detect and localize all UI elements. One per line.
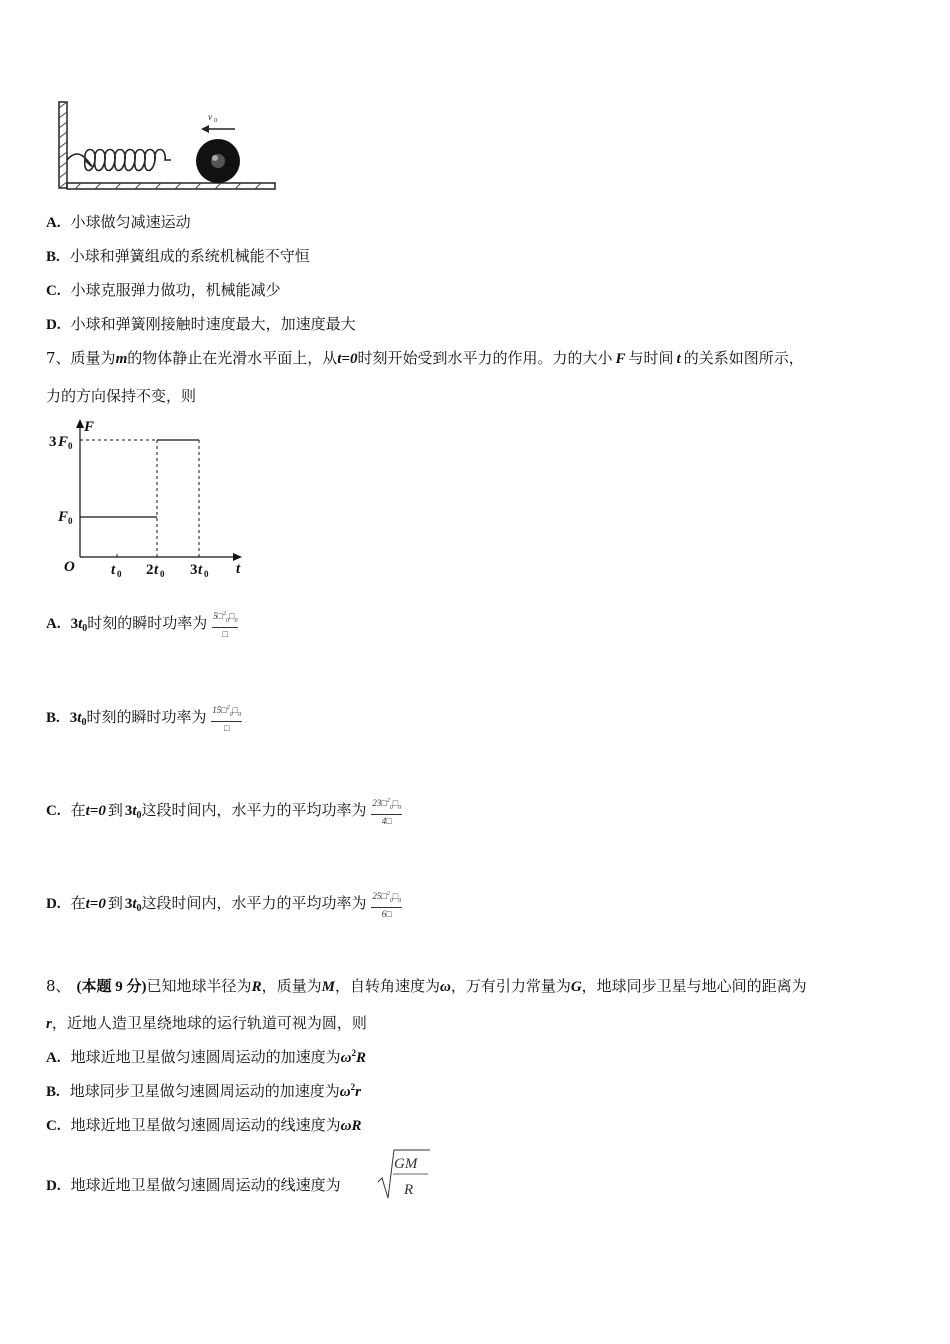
q8-option-a[interactable]: A. 地球近地卫星做匀速圆周运动的加速度为$\omega^2R$ bbox=[46, 1048, 366, 1066]
svg-text:3: 3 bbox=[190, 562, 198, 578]
y-tick-3F0 bbox=[49, 434, 73, 451]
spring-ball-figure bbox=[55, 98, 280, 196]
spring bbox=[67, 150, 171, 171]
q8-option-d[interactable]: D. 地球近地卫星做匀速圆周运动的线速度为 bbox=[46, 1176, 341, 1194]
svg-text:F: F bbox=[58, 434, 69, 450]
q7-option-c[interactable]: C. 在t=0 到 $3t_0$这段时间内，水平力的平均功率为 $\frac{23□^2_0□_0}{4□}$ bbox=[46, 795, 402, 827]
q8-option-b[interactable]: B. 地球同步卫星做匀速圆周运动的加速度为$\omega^2r$ bbox=[46, 1082, 361, 1100]
svg-text:2: 2 bbox=[146, 562, 154, 578]
power-fraction: $\frac{15□^2_0□_0}{□}$ bbox=[211, 702, 242, 734]
x-tick-t0 bbox=[111, 562, 122, 579]
q7-option-d[interactable]: D. 在t=0 到 $3t_0$这段时间内，水平力的平均功率为 $\frac{25□^2_0□_0}{6□}$ bbox=[46, 888, 402, 920]
q7-option-a[interactable]: A. $3t_0$时刻的瞬时功率为 $\frac{5□^2_0□_0}{□}$ bbox=[46, 608, 238, 640]
power-fraction: $\frac{23□^2_0□_0}{4□}$ bbox=[371, 795, 402, 827]
svg-text:t: t bbox=[111, 562, 116, 578]
svg-text:0: 0 bbox=[214, 118, 217, 124]
svg-text:GM: GM bbox=[394, 1156, 418, 1172]
q7-stem-line1: 7、质量为m的物体静止在光滑水平面上，从t=0时刻开始受到水平力的作用。力的大小 F 与时间 t 的关系如图所示， bbox=[46, 349, 804, 367]
x-axis-label: t bbox=[236, 561, 241, 577]
q7-stem-line2: 力的方向保持不变，则 bbox=[46, 387, 197, 405]
q6-option-a[interactable]: A. 小球做匀减速运动 bbox=[46, 213, 191, 231]
q6-option-c[interactable]: C. 小球克服弹力做功，机械能减少 bbox=[46, 281, 281, 299]
svg-text:0: 0 bbox=[204, 569, 209, 579]
q8-stem-line2: r，近地人造卫星绕地球的运行轨道可视为圆，则 bbox=[46, 1014, 367, 1032]
svg-text:R: R bbox=[404, 1182, 414, 1198]
svg-text:0: 0 bbox=[68, 516, 73, 526]
svg-text:3: 3 bbox=[49, 434, 57, 450]
svg-text:t: t bbox=[154, 562, 159, 578]
origin-label: O bbox=[64, 559, 75, 575]
q6-option-b[interactable]: B. 小球和弹簧组成的系统机械能不守恒 bbox=[46, 247, 310, 265]
svg-text:F: F bbox=[58, 509, 69, 525]
svg-text:0: 0 bbox=[68, 441, 73, 451]
q7-option-b[interactable]: B. $3t_0$时刻的瞬时功率为 $\frac{15□^2_0□_0}{□}$ bbox=[46, 702, 242, 734]
sqrt-gm-over-r bbox=[376, 1148, 432, 1202]
q6-option-d[interactable]: D. 小球和弹簧刚接触时速度最大，加速度最大 bbox=[46, 315, 356, 333]
x-tick-2t0 bbox=[146, 562, 165, 579]
y-tick-F0 bbox=[57, 509, 73, 526]
force-time-graph bbox=[44, 416, 254, 586]
svg-text:t: t bbox=[198, 562, 203, 578]
velocity-label: v bbox=[208, 112, 212, 122]
svg-text:0: 0 bbox=[160, 569, 165, 579]
svg-text:0: 0 bbox=[117, 569, 122, 579]
q8-stem-line1: 8、 (本题 9 分)已知地球半径为R，质量为M，自转角速度为ω，万有引力常量为G，地球同步卫星与地心间的距离为 bbox=[46, 977, 807, 995]
x-tick-3t0 bbox=[190, 562, 209, 579]
power-fraction: $\frac{25□^2_0□_0}{6□}$ bbox=[371, 888, 402, 920]
q8-option-c[interactable]: C. 地球近地卫星做匀速圆周运动的线速度为ωR bbox=[46, 1116, 362, 1134]
power-fraction: $\frac{5□^2_0□_0}{□}$ bbox=[212, 608, 238, 640]
y-axis-label: F bbox=[84, 419, 95, 435]
